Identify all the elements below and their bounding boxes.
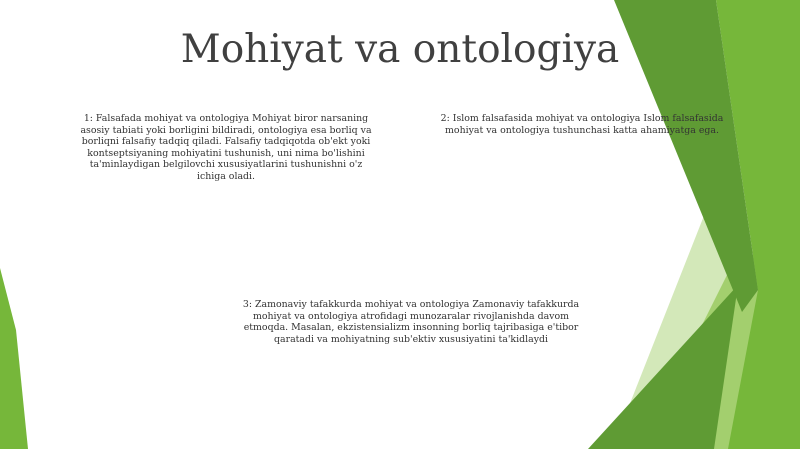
text-block-1: 1: Falsafada mohiyat va ontologiya Mohiyat biror narsaning asosiy tabiati yoki borligini bildiradi, ontologiya esa borliq va borliqni falsafiy tadqiq qiladi. Falsafiy tadqiqotda ob'ekt yoki kontseptsiyaning mohiyatini tushunish, uni nima bo'lishini ta'minlaydigan belgilovchi xususiyatlarini tushunishni o'z ichiga oladi. — [80, 113, 372, 182]
text-block-3: 3: Zamonaviy tafakkurda mohiyat va ontologiya Zamonaviy tafakkurda mohiyat va ontologiya atrofidagi munozaralar rivojlanishda davom etmoqda. Masalan, ekzistensializm insonning borliq tajribasiga e'tibor qaratadi va mohiyatning sub'ektiv xususiyatini ta'kidlaydi — [242, 299, 580, 345]
text-block-2: 2: Islom falsafasida mohiyat va ontologiya Islom falsafasida mohiyat va ontologiya tushunchasi katta ahamiyatga ega. — [440, 113, 724, 136]
slide-title: Mohiyat va ontologiya — [180, 27, 620, 72]
dark-green-lower-shape — [588, 285, 738, 449]
left-green-wedge — [0, 268, 28, 449]
